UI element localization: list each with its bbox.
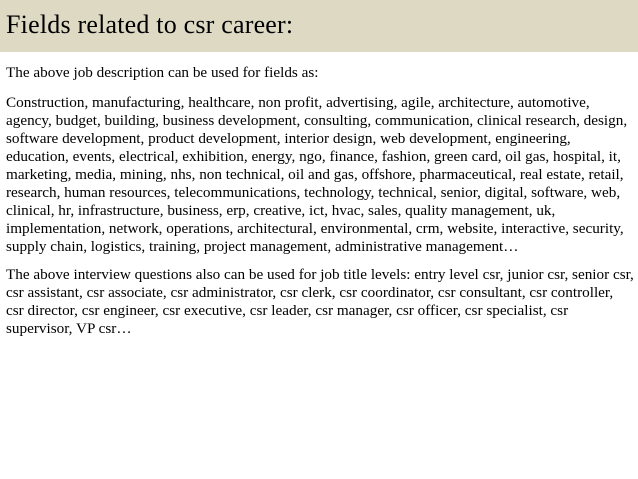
job-levels-paragraph: The above interview questions also can be used for job title levels: entry level csr, junior csr, senior csr, csr assistant, csr associate, csr administrator, csr clerk, csr coordinator, csr consultant, csr controller, csr director, csr engineer, csr executive, csr leader, csr manager, csr officer, csr specialist, csr supervisor, VP csr… — [6, 266, 634, 337]
intro-text: The above job description can be used for fields as: — [6, 64, 319, 81]
slide-body — [6, 64, 634, 348]
slide-title: Fields related to csr career: — [6, 10, 294, 39]
title-bar — [0, 0, 638, 52]
fields-paragraph: Construction, manufacturing, healthcare, non profit, advertising, agile, architecture, automotive, agency, budget, building, business development, consulting, communication, clinical research, design, software development, product development, interior design, web development, engineering, education, events, electrical, exhibition, energy, ngo, finance, fashion, green card, oil gas, hospital, it, marketing, media, mining, nhs, non technical, oil and gas, offshore, pharmaceutical, real estate, retail, research, human resources, telecommunications, technology, technical, senior, digital, software, web, clinical, hr, infrastructure, business, erp, creative, ict, hvac, sales, quality management, uk, implementation, network, operations, architectural, environmental, crm, website, interactive, security, supply chain, logistics, training, project management, administrative management… — [6, 94, 628, 255]
